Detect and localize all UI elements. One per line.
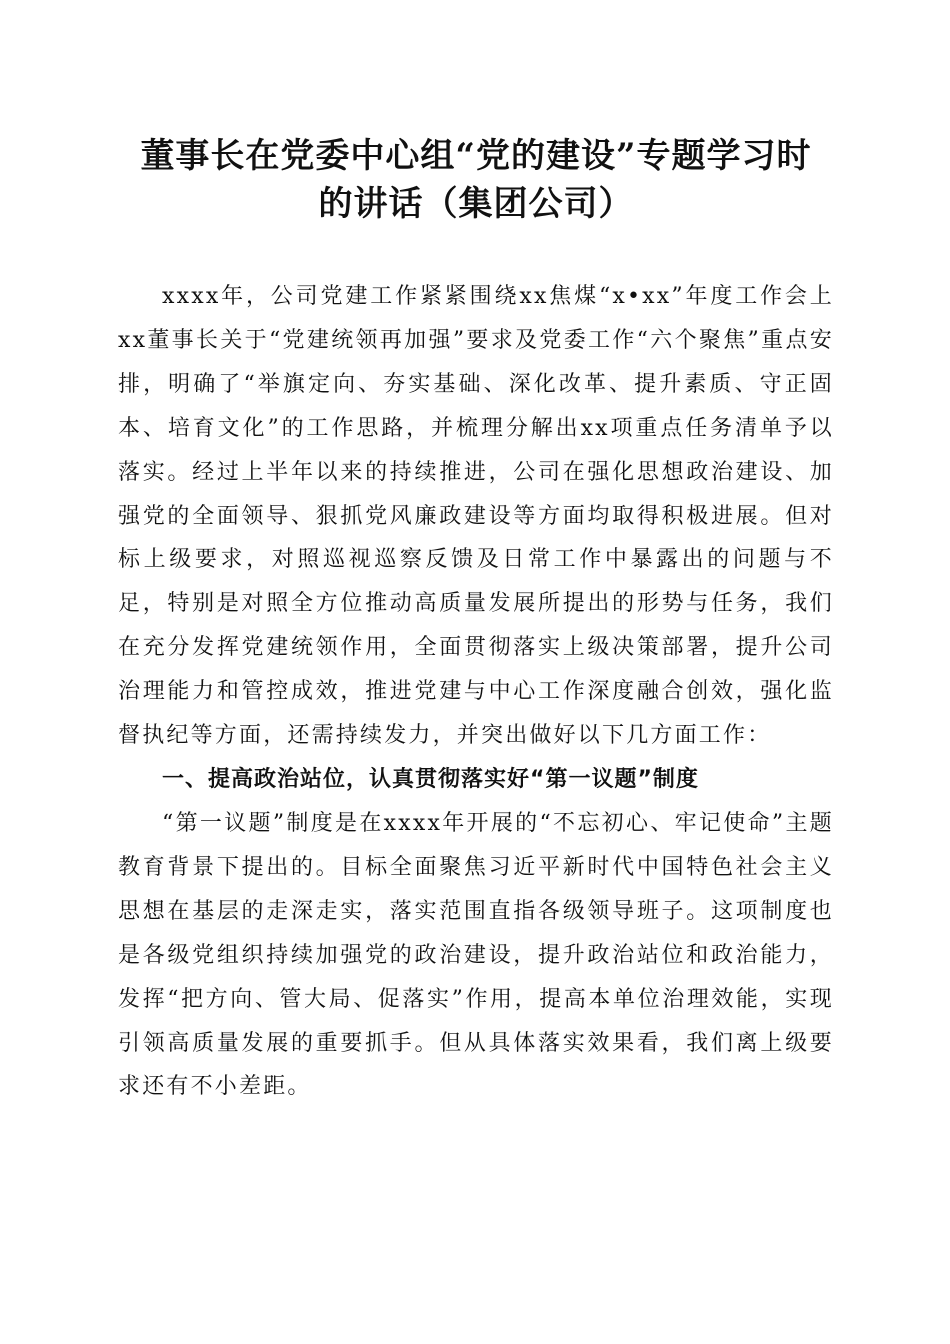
document-title (118, 132, 834, 228)
title-line-2: 的讲话（集团公司） (318, 184, 634, 224)
title-line-1: 董事长在党委中心组“党的建设”专题学习时 (140, 136, 812, 176)
intro-paragraph: xxxx年，公司党建工作紧紧围绕xx焦煤“x•xx”年度工作会上xx董事长关于“党建统领再加强”要求及党委工作“六个聚焦”重点安排，明确了“举旗定向、夯实基础、深化改革、提升素质、守正固本、培育文化”的工作思路，并梳理分解出xx项重点任务清单予以落实。经过上半年以来的持续推进，公司在强化思想政治建设、加强党的全面领导、狠抓党风廉政建设等方面均取得积极进展。但对标上级要求，对照巡视巡察反馈及日常工作中暴露出的问题与不足，特别是对照全方位推动高质量发展所提出的形势与任务，我们在充分发挥党建统领作用，全面贯彻落实上级决策部署，提升公司治理能力和管控成效，推进党建与中心工作深度融合创效，强化监督执纪等方面，还需持续发力，并突出做好以下几方面工作： (118, 284, 834, 749)
section-1-paragraph: “第一议题”制度是在xxxx年开展的“不忘初心、牢记使命”主题教育背景下提出的。目标全面聚焦习近平新时代中国特色社会主义思想在基层的走深走实，落实范围直指各级领导班子。这项制度也是各级党组织持续加强党的政治建设，提升政治站位和政治能力，发挥“把方向、管大局、促落实”作用，提高本单位治理效能，实现引领高质量发展的重要抓手。但从具体落实效果看，我们离上级要求还有不小差距。 (118, 810, 834, 1100)
section-1-heading: 一、提高政治站位，认真贯彻落实好“第一议题”制度 (162, 766, 699, 792)
document-page (118, 132, 834, 1109)
